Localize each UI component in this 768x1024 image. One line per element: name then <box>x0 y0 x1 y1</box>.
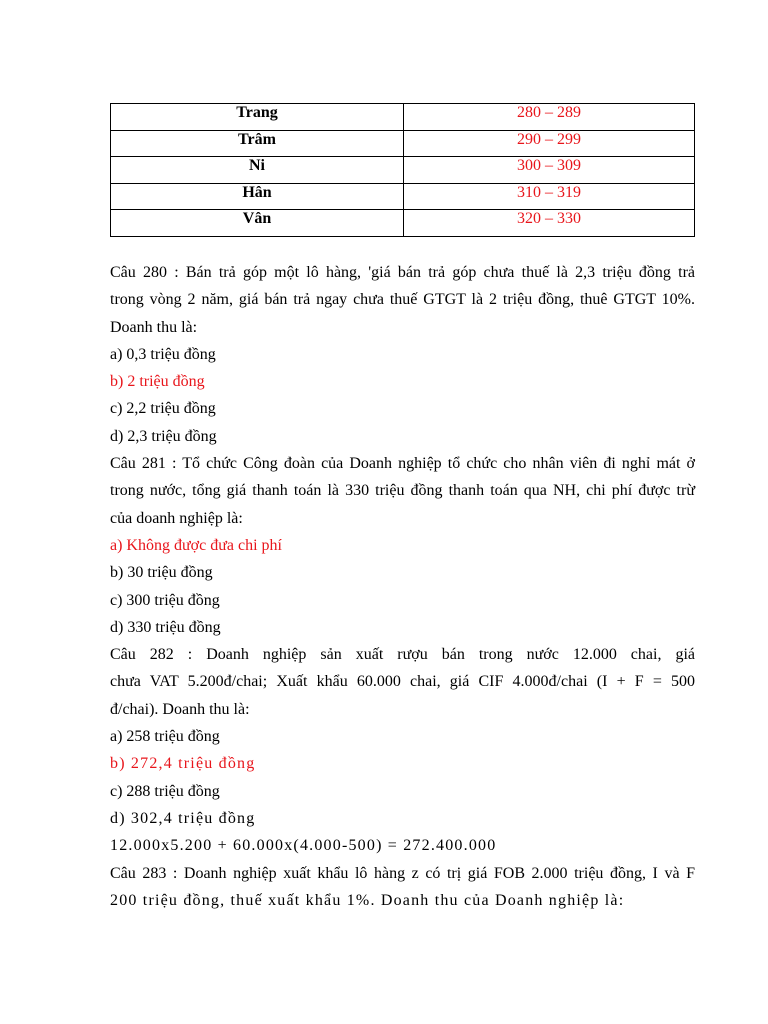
question-range: 320 – 330 <box>404 210 695 237</box>
calculation-line: 12.000x5.200 + 60.000x(4.000-500) = 272.400.000 <box>110 837 497 855</box>
question-text-line: trong nước, tổng giá thanh toán là 330 triệu đồng thanh toán qua NH, chi phí được trừ <box>110 482 695 500</box>
question-text-line: đ/chai). Doanh thu là: <box>110 700 250 718</box>
question-text-line: Câu 282 : Doanh nghiệp sản xuất rượu bán trong nước 12.000 chai, giá <box>110 646 695 664</box>
answer-option: c) 2,2 triệu đồng <box>110 400 216 418</box>
question-text-line: trong vòng 2 năm, giá bán trả ngay chưa thuế GTGT là 2 triệu đồng, thuê GTGT 10%. <box>110 291 695 309</box>
assignment-table <box>110 103 695 237</box>
assignee-name: Hân <box>111 183 404 210</box>
table-row <box>111 104 695 131</box>
question-text-line: chưa VAT 5.200đ/chai; Xuất khẩu 60.000 chai, giá CIF 4.000đ/chai (I + F = 500 <box>110 673 695 691</box>
table-row <box>111 210 695 237</box>
question-range: 280 – 289 <box>404 104 695 131</box>
answer-option: d) 330 triệu đồng <box>110 618 221 636</box>
table-row <box>111 157 695 184</box>
question-text-line: Doanh thu là: <box>110 318 198 336</box>
answer-option: b) 30 triệu đồng <box>110 564 213 582</box>
question-text-line: Câu 283 : Doanh nghiệp xuất khẩu lô hàng z có trị giá FOB 2.000 triệu đồng, I và F <box>110 864 695 882</box>
correct-answer-option: a) Không được đưa chi phí <box>110 536 282 554</box>
question-text-line: 200 triệu đồng, thuế xuất khẩu 1%. Doanh thu của Doanh nghiệp là: <box>110 891 625 909</box>
correct-answer-option: b) 272,4 triệu đồng <box>110 755 256 773</box>
assignee-name: Vân <box>111 210 404 237</box>
assignee-name: Ni <box>111 157 404 184</box>
answer-option: d) 2,3 triệu đồng <box>110 427 217 445</box>
answer-option: d) 302,4 triệu đồng <box>110 809 256 827</box>
correct-answer-option: b) 2 triệu đồng <box>110 373 205 391</box>
question-text-line: Câu 281 : Tổ chức Công đoàn của Doanh nghiệp tổ chức cho nhân viên đi nghỉ mát ở <box>110 455 695 473</box>
table-row <box>111 130 695 157</box>
assignee-name: Trang <box>111 104 404 131</box>
answer-option: c) 300 triệu đồng <box>110 591 220 609</box>
question-range: 310 – 319 <box>404 183 695 210</box>
answer-option: a) 258 triệu đồng <box>110 728 220 746</box>
question-text-line: Câu 280 : Bán trả góp một lô hàng, 'giá bán trả góp chưa thuế là 2,3 triệu đồng trả <box>110 264 695 281</box>
table-row <box>111 183 695 210</box>
answer-option: c) 288 triệu đồng <box>110 782 220 800</box>
question-text-line: của doanh nghiệp là: <box>110 509 243 527</box>
questions-body <box>110 259 695 914</box>
assignee-name: Trâm <box>111 130 404 157</box>
answer-option: a) 0,3 triệu đồng <box>110 345 216 363</box>
question-range: 290 – 299 <box>404 130 695 157</box>
question-range: 300 – 309 <box>404 157 695 184</box>
